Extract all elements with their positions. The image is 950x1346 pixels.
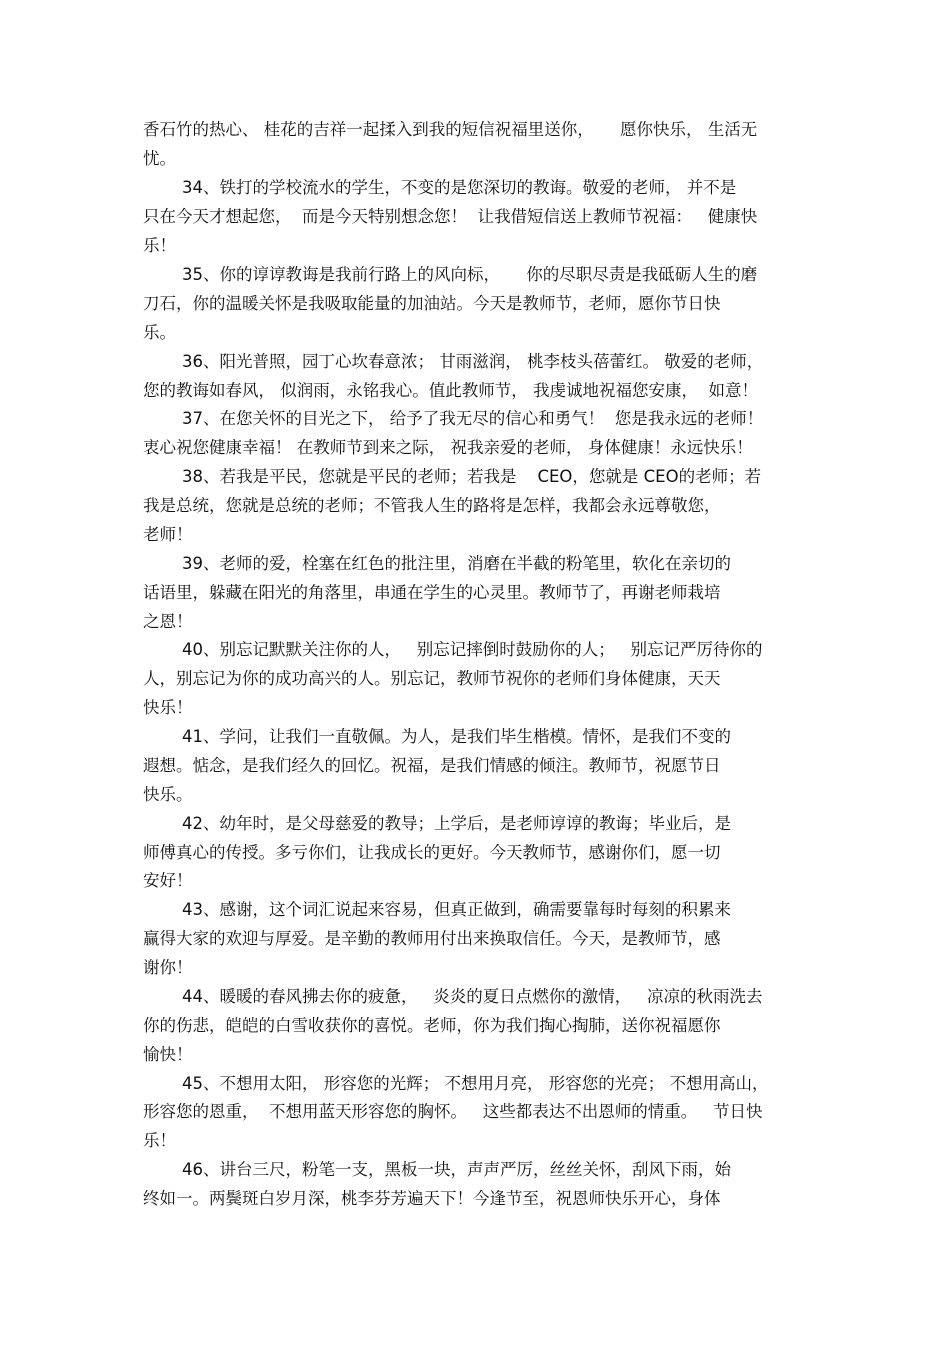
text-line: 形容您的恩重， 不想用蓝天形容您的胸怀。 这些都表达不出恩师的情重。 节日快 [143, 1102, 763, 1121]
text-line: 谢你！ [143, 958, 193, 977]
text-line: 39、老师的爱，栓塞在红色的批注里，消磨在半截的粉笔里，软化在亲切的 [182, 554, 731, 573]
text-line: 乐！ [143, 1131, 176, 1150]
text-line: 34、铁打的学校流水的学生，不变的是您深切的教诲。敬爱的老师， 并不是 [182, 178, 737, 197]
text-line: 安好！ [143, 871, 193, 890]
text-line: 话语里，躲藏在阳光的角落里，串通在学生的心灵里。教师节了，再谢老师栽培 [143, 583, 721, 602]
text-line: 43、感谢，这个词汇说起来容易，但真正做到，确需要靠每时每刻的积累来 [182, 900, 731, 919]
text-line: 只在今天才想起您， 而是今天特别想念您！ 让我借短信送上教师节祝福： 健康快 [143, 207, 758, 226]
text-line: 刀石，你的温暖关怀是我吸取能量的加油站。今天是教师节，老师，愿你节日快 [143, 294, 721, 313]
text-line: 40、别忘记默默关注你的人， 别忘记摔倒时鼓励你的人； 别忘记严厉待你的 [182, 640, 763, 659]
text-line: 41、学问，让我们一直敬佩。为人，是我们毕生楷模。情怀，是我们不变的 [182, 727, 731, 746]
text-line: 42、幼年时，是父母慈爱的教导；上学后，是老师谆谆的教诲；毕业后，是 [182, 814, 731, 833]
text-line: 你的伤悲，皑皑的白雪收获你的喜悦。老师，你为我们掏心掏肺，送你祝福愿你 [143, 1016, 721, 1035]
text-line: 遐想。惦念，是我们经久的回忆。祝福，是我们情感的倾注。教师节，祝愿节日 [143, 756, 721, 775]
text-line: 快乐！ [143, 698, 193, 717]
text-line: 36、阳光普照，园丁心坎春意浓； 甘雨滋润， 桃李枝头蓓蕾红。 敬爱的老师， [182, 352, 764, 371]
text-line: 人，别忘记为你的成功高兴的人。别忘记，教师节祝你的老师们身体健康，天天 [143, 669, 721, 688]
text-line: 香石竹的热心、 桂花的吉祥一起揉入到我的短信祝福里送你， 愿你快乐， 生活无 [143, 120, 758, 139]
text-line: 46、讲台三尺，粉笔一支，黑板一块，声声严厉，丝丝关怀，刮风下雨，始 [182, 1160, 731, 1179]
text-line: 35、你的谆谆教诲是我前行路上的风向标， 你的尽职尽责是我砥砺人生的磨 [182, 265, 758, 284]
text-line: 45、不想用太阳， 形容您的光辉； 不想用月亮， 形容您的光亮； 不想用高山， [182, 1074, 769, 1093]
text-line: 快乐。 [143, 785, 193, 804]
text-line: 乐。 [143, 323, 176, 342]
text-line: 乐！ [143, 236, 176, 255]
text-line: 老师！ [143, 525, 193, 544]
text-line: 44、暖暖的春风拂去你的疲惫， 炎炎的夏日点燃你的激情， 凉凉的秋雨洗去 [182, 987, 763, 1006]
text-line: 37、在您关怀的目光之下， 给予了我无尽的信心和勇气！ 您是我永远的老师！ [182, 409, 764, 428]
text-line: 忧。 [143, 149, 176, 168]
text-line: 愉快！ [143, 1045, 193, 1064]
text-line: 衷心祝您健康幸福！ 在教师节到来之际， 祝我亲爱的老师， 身体健康！永远快乐！ [143, 438, 753, 457]
text-line: 师傅真心的传授。多亏你们，让我成长的更好。今天教师节，感谢你们，愿一切 [143, 843, 721, 862]
text-line: 赢得大家的欢迎与厚爱。是辛勤的教师用付出来换取信任。今天，是教师节，感 [143, 929, 721, 948]
text-line: 我是总统，您就是总统的老师；不管我人生的路将是怎样，我都会永远尊敬您， [143, 496, 721, 515]
text-line: 终如一。两鬓斑白岁月深，桃李芬芳遍天下！今逢节至，祝恩师快乐开心，身体 [143, 1189, 721, 1208]
text-line: 您的教诲如春风， 似润雨，永铭我心。值此教师节， 我虔诚地祝福您安康， 如意！ [143, 381, 758, 400]
text-line: 之恩！ [143, 612, 193, 631]
text-line: 38、若我是平民，您就是平民的老师；若我是 CEO，您就是 CEO的老师；若 [182, 467, 762, 486]
